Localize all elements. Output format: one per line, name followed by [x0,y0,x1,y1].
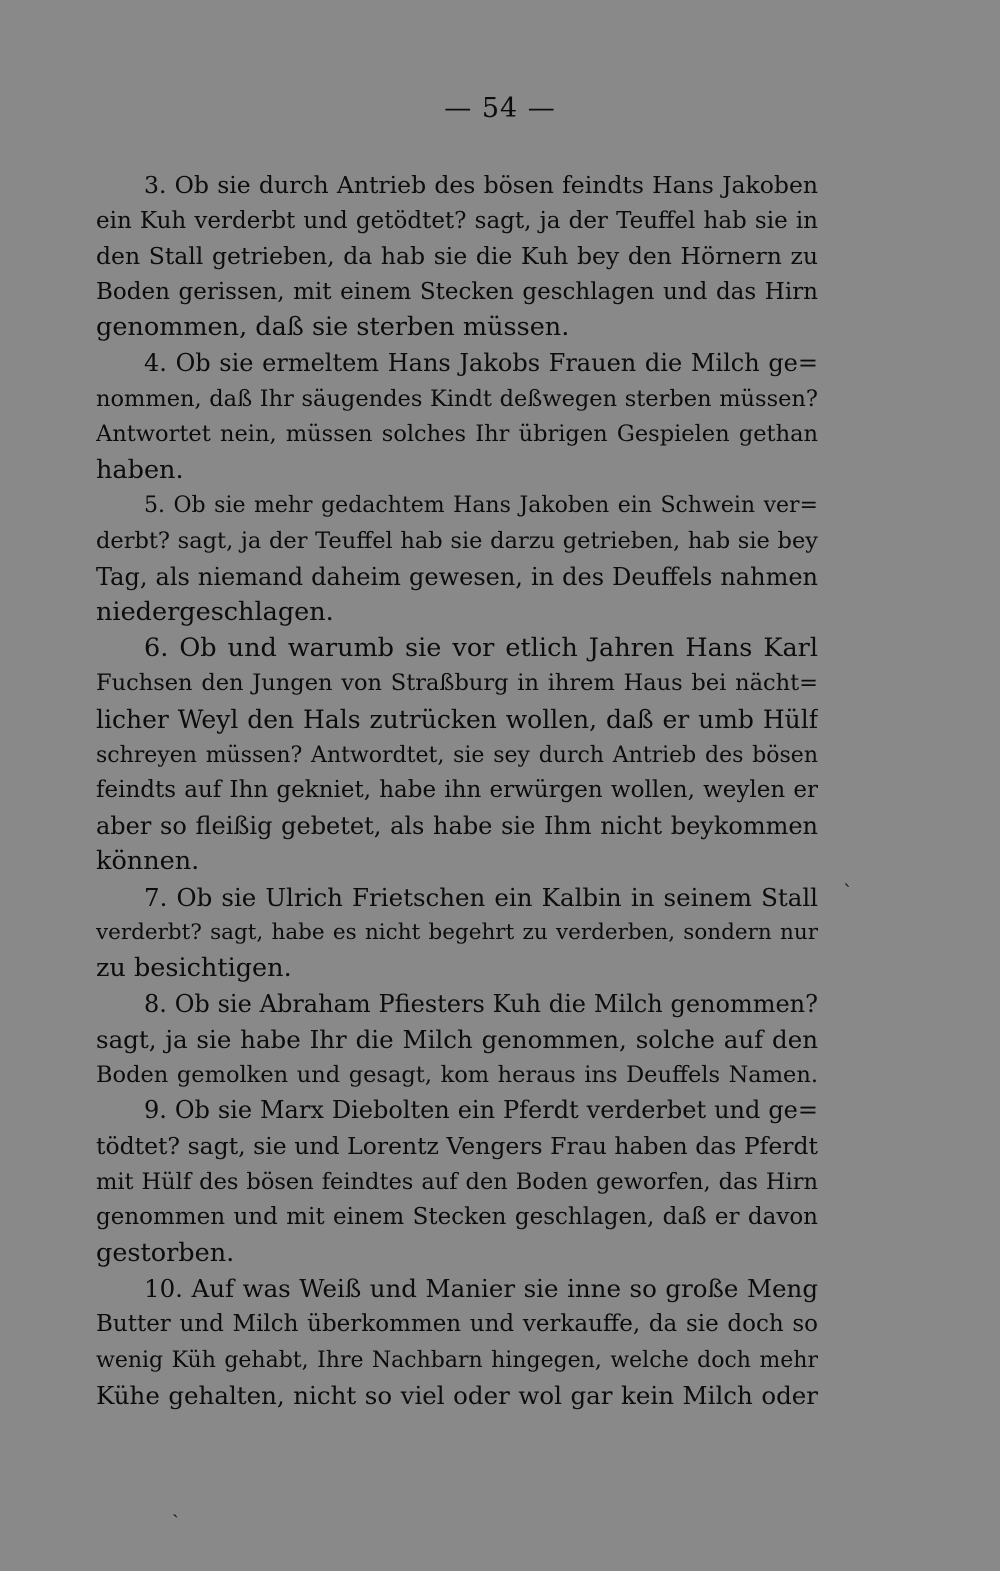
text-line: 3. Ob sie durch Antrieb des bösen feindts Hans Jakoben [144,171,818,199]
text-line: schreyen müssen? Antwordtet, sie sey durch Antrieb des bösen [96,742,818,768]
text-line: 10. Auf was Weiß und Manier sie inne so große Meng [144,1274,818,1304]
text-line: den Stall getrieben, da hab sie die Kuh bey den Hörnern zu [96,242,818,271]
text-line: tödtet? sagt, sie und Lorentz Vengers Frau haben das Pferdt [96,1132,818,1161]
text-line: niedergeschlagen. [96,597,334,628]
text-line: Boden gemolken und gesagt, kom heraus ins Deuffels Namen. [96,1061,818,1088]
text-line: 5. Ob sie mehr gedachtem Hans Jakoben ein Schwein ver= [144,493,818,519]
page-number: — 54 — [444,93,556,124]
text-line: 7. Ob sie Ulrich Frietschen ein Kalbin in seinem Stall [144,882,818,912]
text-line: ein Kuh verderbt und getödtet? sagt, ja der Teuffel hab sie in [96,207,818,234]
text-line: genommen, daß sie sterben müssen. [96,312,570,343]
text-line: aber so fleißig gebetet, als habe sie Ihm nicht beykommen [96,811,818,840]
text-line: sagt, ja sie habe Ihr die Milch genommen, solche auf den [96,1025,818,1055]
text-line: Tag, als niemand daheim gewesen, in des Deuffels nahmen [96,562,818,591]
text-line: mit Hülf des bösen feindtes auf den Boden geworfen, das Hirn [96,1168,818,1195]
text-line: licher Weyl den Hals zutrücken wollen, daß er umb Hülf [96,704,818,734]
text-line: 4. Ob sie ermeltem Hans Jakobs Frauen die Milch ge= [144,348,818,377]
text-line: Fuchsen den Jungen von Straßburg in ihrem Haus bei nächt= [96,670,818,697]
text-line: derbt? sagt, ja der Teuffel hab sie darzu getrieben, hab sie bey [96,527,818,554]
text-line: haben. [96,454,184,485]
stray-mark: ˋ [843,880,853,904]
text-line: feindts auf Ihn gekniet, habe ihn erwürgen wollen, weylen er [96,777,818,804]
stray-mark: ˏ [172,1494,179,1518]
body-text [96,168,818,1414]
text-line: können. [96,846,200,877]
text-line: 6. Ob und warumb sie vor etlich Jahren Hans Karl [144,632,818,663]
text-line: Boden gerissen, mit einem Stecken geschlagen und das Hirn [96,278,818,305]
text-line: Antwortet nein, müssen solches Ihr übrigen Gespielen gethan [96,421,818,448]
text-line: gestorben. [96,1237,235,1268]
text-line: Kühe gehalten, nicht so viel oder wol gar kein Milch oder [96,1381,818,1411]
text-line: nommen, daß Ihr säugendes Kindt deßwegen sterben müssen? [96,385,818,412]
text-line: wenig Küh gehabt, Ihre Nachbarn hingegen, welche doch mehr [96,1347,818,1373]
text-line: genommen und mit einem Stecken geschlagen, daß er davon [96,1204,818,1231]
text-line: zu besichtigen. [96,953,292,984]
text-line: 8. Ob sie Abraham Pfiesters Kuh die Milch genommen? [144,989,818,1018]
text-line: verderbt? sagt, habe es nicht begehrt zu verderben, sondern nur [96,920,818,946]
text-line: 9. Ob sie Marx Diebolten ein Pferdt verderbet und ge= [144,1096,818,1125]
text-line: Butter und Milch überkommen und verkauffe, da sie doch so [96,1311,818,1337]
